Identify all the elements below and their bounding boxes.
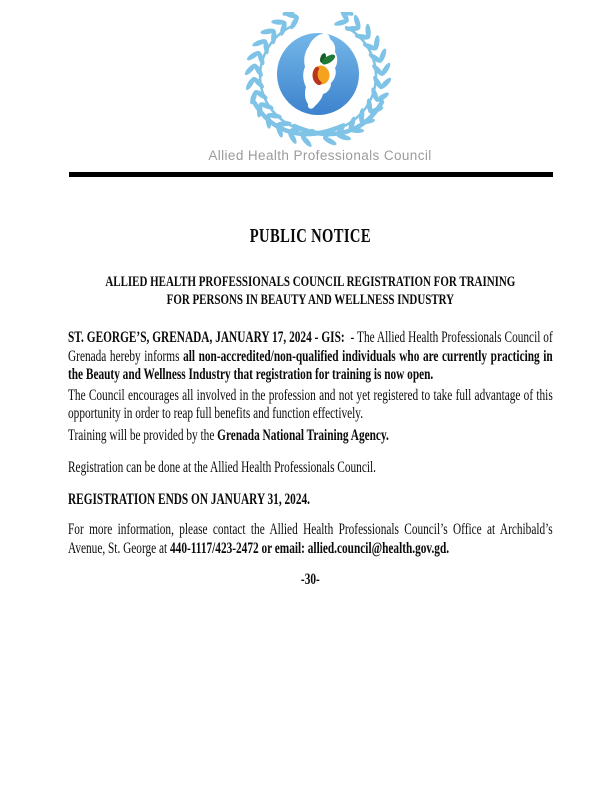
training-paragraph — [68, 427, 553, 446]
contact-paragraph — [68, 521, 553, 558]
council-logo-icon — [218, 12, 418, 152]
contact-bold-tail: 440-1117/423-2472 or email: allied.council@health.gov.gd. — [170, 539, 450, 557]
notice-subtitle — [68, 273, 553, 309]
end-of-release-mark: -30- — [300, 571, 320, 588]
notice-subtitle-line1: ALLIED HEALTH PROFESSIONALS COUNCIL REGISTRATION FOR TRAINING — [105, 274, 516, 290]
registration-paragraph: Registration can be done at the Allied Health Professionals Council. — [68, 459, 376, 476]
dateline-paragraph — [68, 329, 553, 385]
grenadine-islet-icon — [329, 26, 334, 30]
notice-body — [68, 225, 553, 605]
encourage-paragraph: The Council encourages all involved in the profession and not yet registered to take full advantage of this opportunity in order to reap full benefits and function effectively. — [68, 386, 553, 422]
logo-caption: Allied Health Professionals Council — [208, 148, 432, 163]
training-normal-lead: Training will be provided by the — [68, 426, 218, 444]
dateline-bold-lead: ST. GEORGE’S, GRENADA, JANUARY 17, 2024 - GIS: — [68, 329, 345, 346]
contact-normal-lead: For more information, please contact the Allied Health Professionals Council’s Office at Archibald’s Avenue, St. George at — [68, 521, 553, 557]
page-title: PUBLIC NOTICE — [249, 225, 371, 247]
header-divider — [69, 172, 553, 177]
deadline-paragraph: REGISTRATION ENDS ON JANUARY 31, 2024. — [68, 490, 310, 508]
dateline-normal-mid: - The Allied Health Professionals Council of Grenada hereby informs — [68, 329, 553, 365]
notice-subtitle-line2: FOR PERSONS IN BEAUTY AND WELLNESS INDUSTRY — [166, 292, 455, 308]
training-bold-tail: Grenada National Training Agency. — [217, 426, 389, 444]
dateline-bold-tail: all non-accredited/non-qualified individuals who are currently practicing in the Beauty and Wellness Industry that registration for training is now open. — [68, 347, 553, 383]
